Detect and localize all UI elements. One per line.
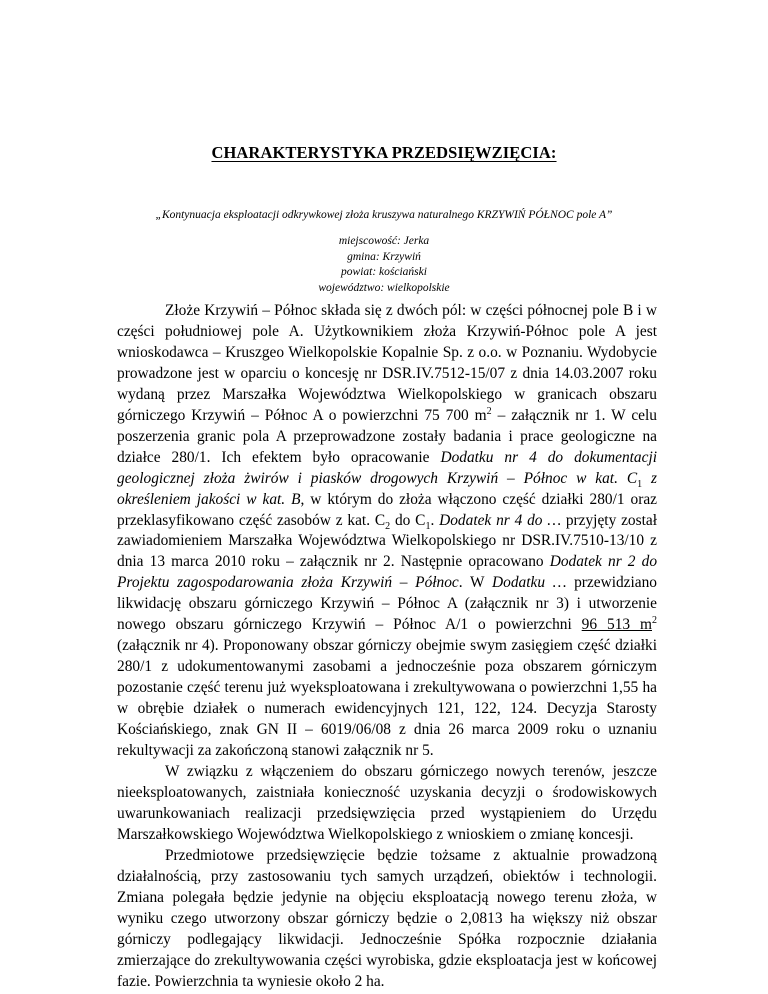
- location-powiat: powiat: kościański: [341, 266, 427, 278]
- paragraph-3: Przedmiotowe przedsięwzięcie będzie tożsame z aktualnie prowadzoną działalnością, przy zastosowaniu tych samych urządzeń, obiektów i technologii. Zmiana polegała będzie jedynie na objęciu eksploatacją nowego terenu złoża, w wyniku czego utworzony obszar górniczy będzie o 2,0813 ha większy niż obszar górniczy podlegający likwidacji. Jednocześnie Spółka rozpocznie działania zmierzające do zrekultywowania części wyrobiska, gdzie eksploatacja jest w końcowej fazie. Powierzchnia ta wyniesie około 2 ha.: [117, 846, 657, 990]
- location-gmina: gmina: Krzywiń: [347, 250, 421, 263]
- location-block: [0, 234, 768, 296]
- document-body: [117, 301, 657, 992]
- location-miejscowosc: miejscowość: Jerka: [338, 235, 430, 247]
- location-wojewodztwo: województwo: wielkopolskie: [318, 281, 450, 294]
- paragraph-1: Złoże Krzywiń – Północ składa się z dwóch pól: w części północnej pole B i w części południowej pole A. Użytkownikiem złoża Krzywiń-Północ pole A jest wnioskodawca – Kruszgeo Wielkopolskie Kopalnie Sp. z o.o. w Poznaniu. Wydobycie prowadzone jest w oparciu o koncesję nr DSR.IV.7512-15/07 z dnia 14.03.2007 roku wydaną przez Marszałka Województwa Wielkopolskiego w granicach obszaru górniczego Krzywiń – Północ A o powierzchni 75 700 $m^2$ – załącznik nr 1. W celu poszerzenia granic pola A przeprowadzone zostały badania i prace geologiczne na działce 280/1. Ich efektem było opracowanie Dodatku nr 4 do dokumentacji geologicznej złoża żwirów i piasków drogowych Krzywiń – Północ w kat. $C_1$ z określeniem jakości w kat. B, w którym do złoża włączono część działki 280/1 oraz przeklasyfikowano część zasobów z kat. $C_2$ do $C_1$. Dodatek nr 4 do … przyjęty został zawiadomieniem Marszałka Województwa Wielkopolskiego nr DSR.IV.7510-13/10 z dnia 13 marca 2010 roku – załącznik nr 2. Następnie opracowano Dodatek nr 2 do Projektu zagospodarowania złoża Krzywiń – Północ. W Dodatku … przewidziano likwidację obszaru górniczego Krzywiń – Północ A (załącznik nr 3) i utworzenie nowego obszaru górniczego Krzywiń – Północ A/1 o powierzchni 96 513 $m^2$ (załącznik nr 4). Proponowany obszar górniczy obejmie swym zasięgiem część działki 280/1 z udokumentowanymi zasobami a jednocześnie poza obszarem górniczym pozostanie część terenu już wyeksploatowana i zrekultywowana o powierzchni 1,55 ha w obrębie działek o numerach ewidencyjnych 121, 122, 124. Decyzja Starosty Kościańskiego, znak GN II – 6019/06/08 z dnia 26 marca 2009 roku o uznaniu rekultywacji za zakończoną stanowi załącznik nr 5.: [117, 302, 658, 760]
- document-title: CHARAKTERYSTYKA PRZEDSIĘWZIĘCIA:: [211, 143, 557, 162]
- project-subtitle: „Kontynuacja eksploatacji odkrywkowej złoża kruszywa naturalnego KRZYWIŃ PÓŁNOC pole A”: [155, 209, 613, 221]
- paragraph-2: W związku z włączeniem do obszaru górniczego nowych terenów, jeszcze nieeksploatowanych, zaistniała konieczność uzyskania decyzji o środowiskowych uwarunkowaniach realizacji przedsięwzięcia przed wystąpieniem do Urzędu Marszałkowskiego Województwa Wielkopolskiego z wnioskiem o zmianę koncesji.: [117, 762, 657, 843]
